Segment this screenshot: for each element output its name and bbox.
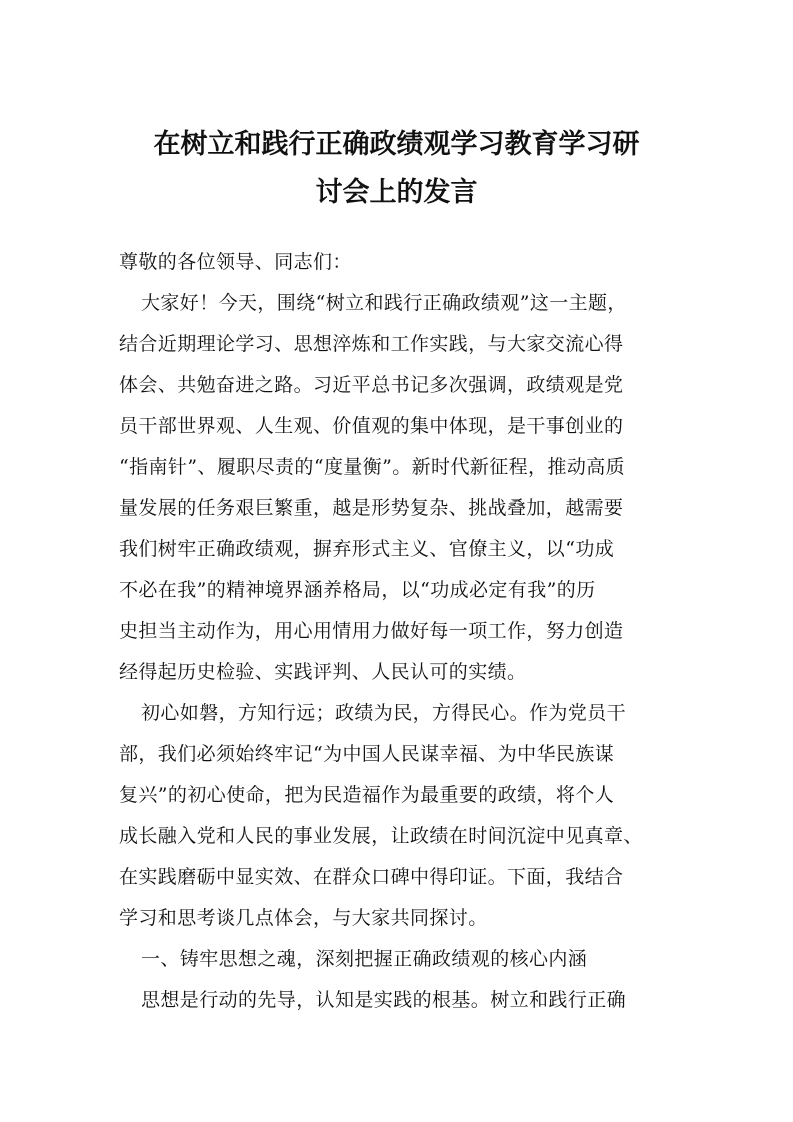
paragraph-2-line-3: 复兴”的初心使命，把为民造福作为最重要的政绩，将个人 [119,784,615,806]
document-title-line-1: 在树立和践行正确政绩观学习教育学习研 [153,129,640,160]
document-title-line-2: 讨会上的发言 [315,177,478,208]
paragraph-1-line-4: 员干部世界观、人生观、价值观的集中体现，是干事创业的 [119,415,624,437]
paragraph-1-line-3: 体会、共勉奋进之路。习近平总书记多次强调，政绩观是党 [119,374,624,396]
paragraph-2-line-5: 在实践磨砺中显实效、在群众口碑中得印证。下面，我结合 [119,866,624,888]
paragraph-1-line-2: 结合近期理论学习、思想淬炼和工作实践，与大家交流心得 [119,333,624,355]
paragraph-1-line-9: 史担当主动作为，用心用情用力做好每一项工作，努力创造 [119,620,624,642]
paragraph-1-line-6: 量发展的任务艰巨繁重，越是形势复杂、挑战叠加，越需要 [119,497,624,519]
paragraph-2-line-1: 初心如磐，方知行远；政绩为民，方得民心。作为党员干 [141,702,627,724]
paragraph-1-line-5: “指南针”、履职尽责的“度量衡”。新时代新征程，推动高质 [119,456,626,478]
paragraph-2-line-4: 成长融入党和人民的事业发展，让政绩在时间沉淀中见真章、 [119,825,643,847]
paragraph-1-line-7: 我们树牢正确政绩观，摒弃形式主义、官僚主义，以“功成 [119,538,615,560]
paragraph-1-line-1: 大家好！今天，围绕“树立和践行正确政绩观”这一主题， [141,292,627,314]
paragraph-3-line-1: 思想是行动的先导，认知是实践的根基。树立和践行正确 [141,989,627,1011]
paragraph-1-line-8: 不必在我”的精神境界涵养格局，以“功成必定有我”的历 [119,579,596,601]
salutation: 尊敬的各位领导、同志们： [119,251,352,273]
paragraph-2-line-2: 部，我们必须始终牢记“为中国人民谋幸福、为中华民族谋 [119,743,615,765]
section-heading-1: 一、铸牢思想之魂，深刻把握正确政绩观的核心内涵 [141,948,588,970]
paragraph-1-line-10: 经得起历史检验、实践评判、人民认可的实绩。 [119,661,527,683]
paragraph-2-line-6: 学习和思考谈几点体会，与大家共同探讨。 [119,907,488,929]
